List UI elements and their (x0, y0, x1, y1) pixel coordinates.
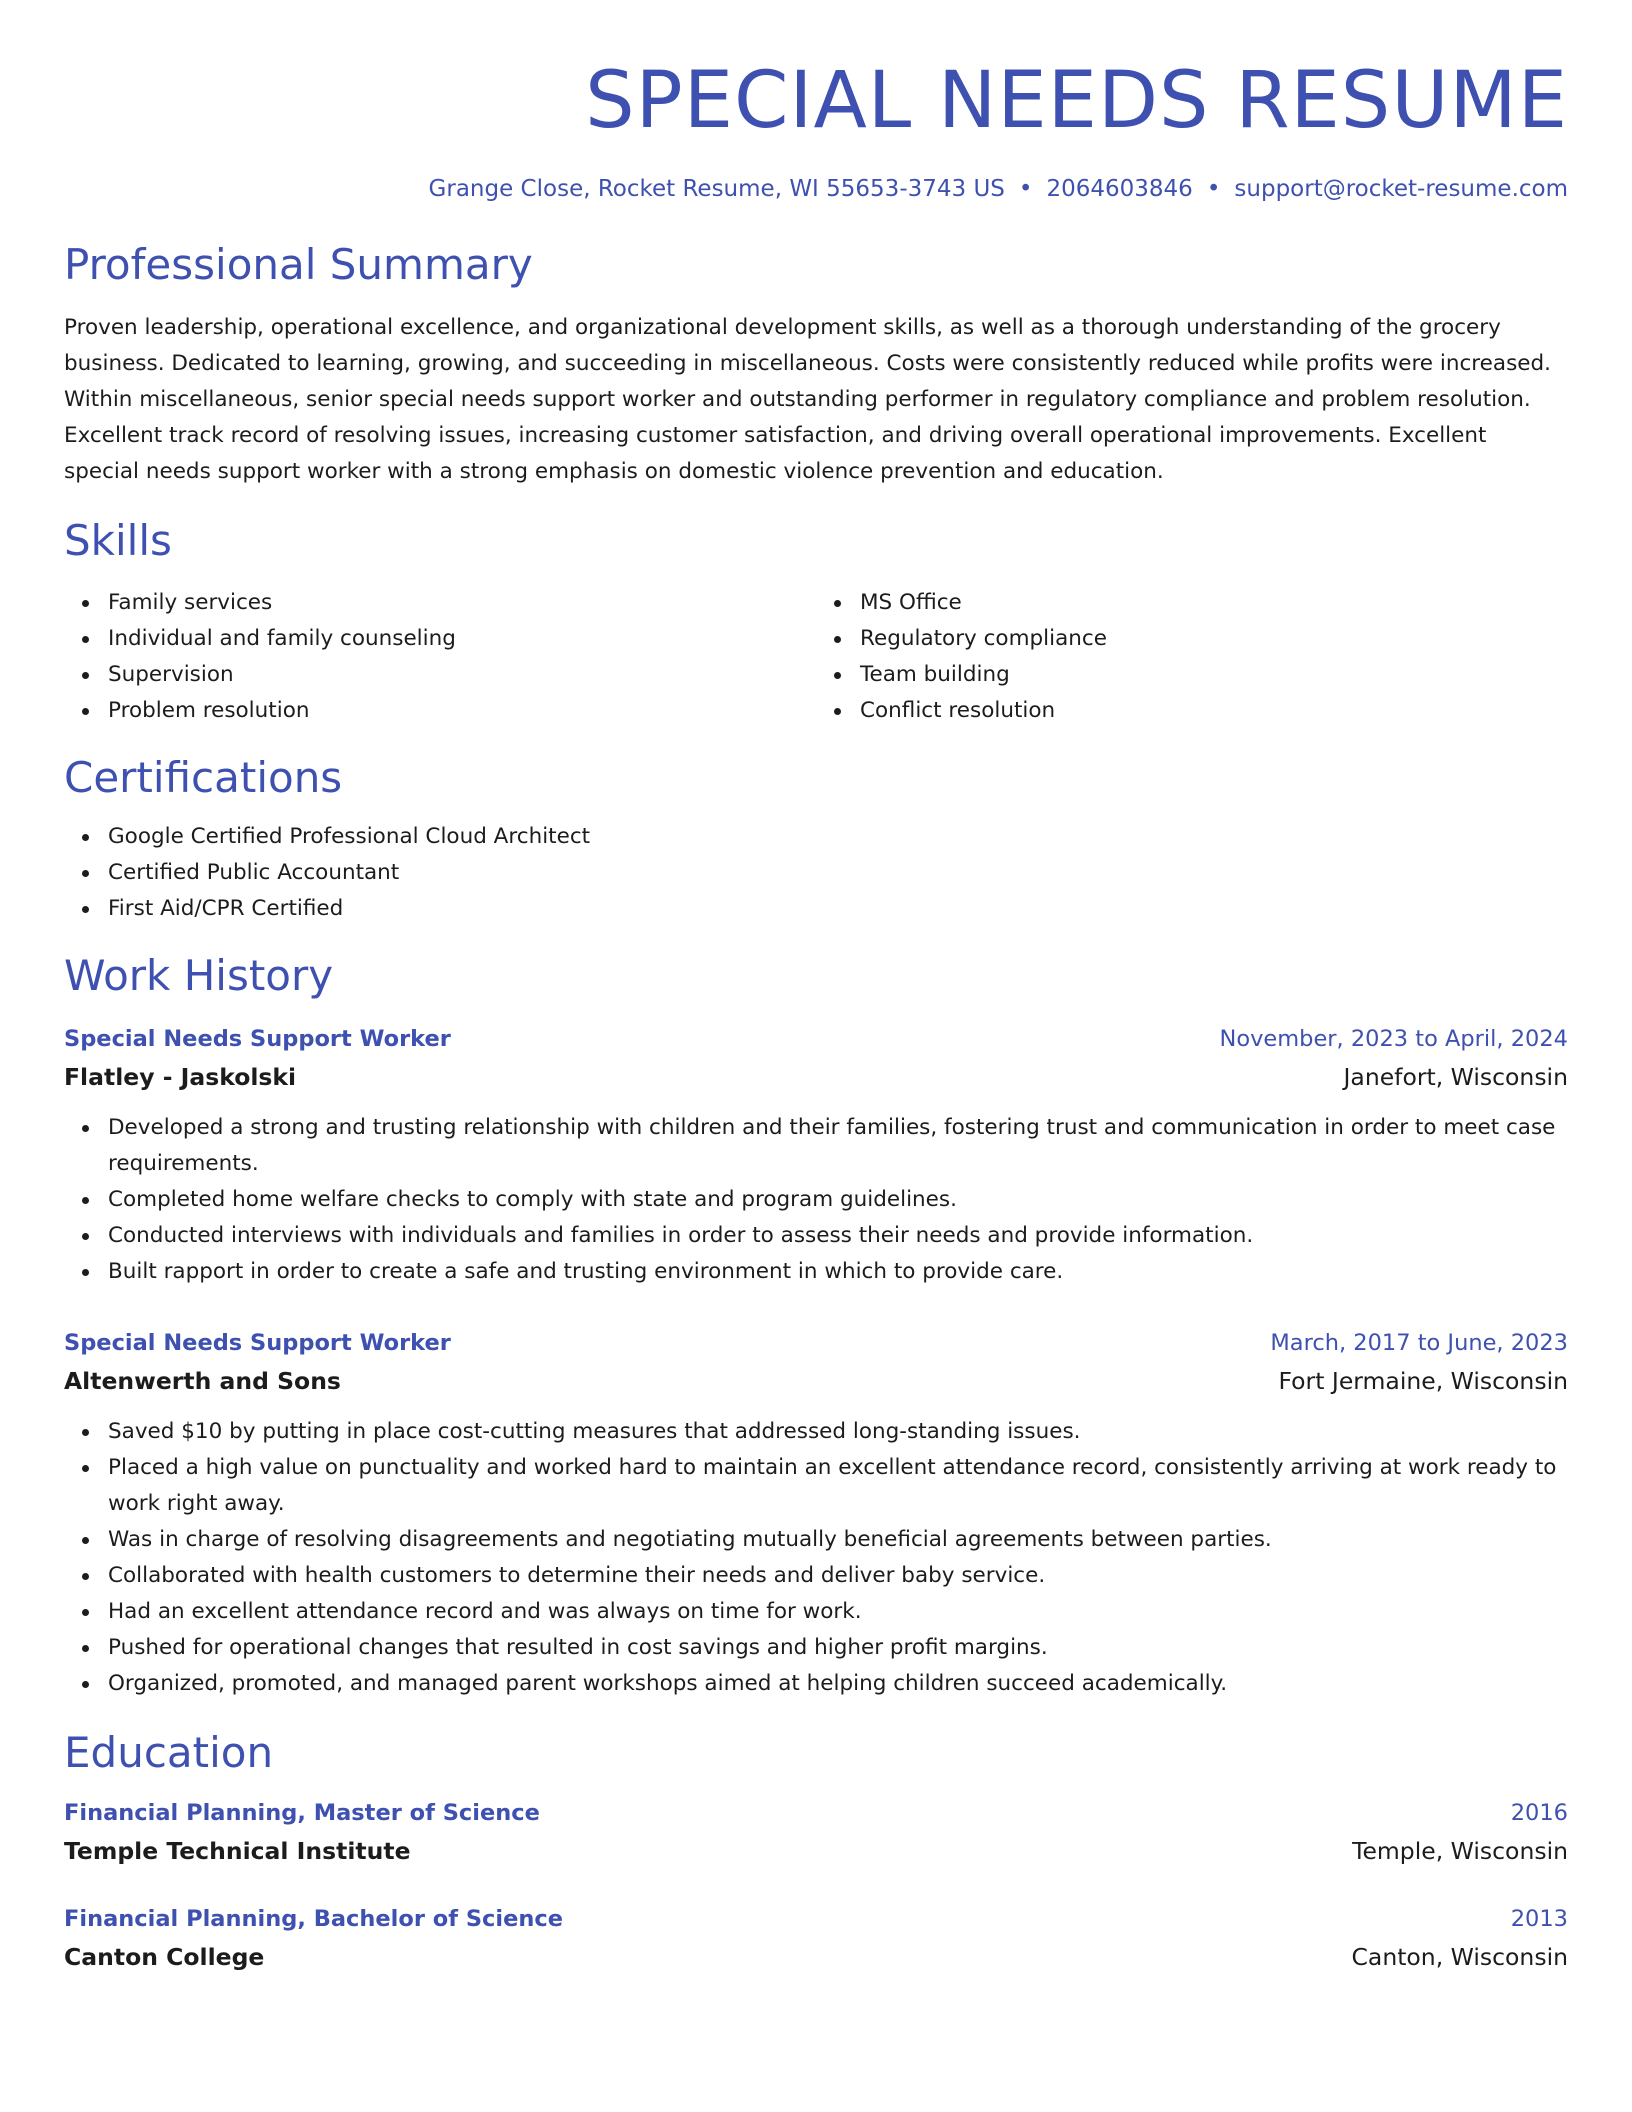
contact-separator: • (1206, 176, 1221, 202)
summary-heading: Professional Summary (64, 240, 533, 289)
education-year: 2016 (1510, 1799, 1568, 1826)
education-entry (64, 1900, 1568, 1976)
job-entry (64, 1020, 1568, 1290)
skill-item: Conflict resolution (860, 693, 1568, 729)
job-role: Special Needs Support Worker (64, 1329, 451, 1356)
contact-address: Grange Close, Rocket Resume, WI 55653-3743 US (428, 176, 1005, 202)
skill-item: Team building (860, 657, 1568, 693)
skills-list-left (64, 585, 816, 729)
certifications-heading: Certifications (64, 752, 343, 802)
education-heading: Education (64, 1727, 274, 1777)
education-school: Canton College (64, 1942, 265, 1971)
skill-item: Family services (108, 585, 816, 621)
job-bullet: Pushed for operational changes that resulted in cost savings and higher profit margins. (108, 1630, 1568, 1666)
job-bullet: Placed a high value on punctuality and worked hard to maintain an excellent attendance record, consistently arriving at work ready to work right away. (108, 1450, 1568, 1522)
skill-item: Individual and family counseling (108, 621, 816, 657)
job-bullet: Was in charge of resolving disagreements and negotiating mutually beneficial agreements between parties. (108, 1522, 1568, 1558)
job-bullet: Built rapport in order to create a safe and trusting environment in which to provide care. (108, 1254, 1568, 1290)
job-bullet: Collaborated with health customers to determine their needs and deliver baby service. (108, 1558, 1568, 1594)
certifications-list (64, 819, 1568, 927)
education-school-row (64, 1832, 1568, 1870)
skills-heading: Skills (64, 516, 172, 566)
resume-name: SPECIAL NEEDS RESUME (585, 56, 1568, 146)
job-employer-row (64, 1058, 1568, 1096)
education-school: Temple Technical Institute (64, 1836, 411, 1865)
education-location: Canton, Wisconsin (1351, 1942, 1568, 1971)
job-employer: Altenwerth and Sons (64, 1366, 341, 1395)
contact-phone: 2064603846 (1046, 176, 1193, 202)
job-employer-row (64, 1362, 1568, 1400)
work-history-heading: Work History (64, 951, 334, 1001)
skills-list-right (816, 585, 1568, 729)
skill-item: Regulatory compliance (860, 621, 1568, 657)
education-degree-row (64, 1794, 1568, 1832)
education-school-row (64, 1938, 1568, 1976)
job-dates: March, 2017 to June, 2023 (1270, 1329, 1568, 1356)
skills-columns (64, 585, 1568, 729)
certification-item: First Aid/CPR Certified (108, 891, 1568, 927)
job-entry (64, 1324, 1568, 1702)
certification-item: Google Certified Professional Cloud Architect (108, 819, 1568, 855)
job-location: Janefort, Wisconsin (1343, 1062, 1568, 1091)
job-bullet: Conducted interviews with individuals and families in order to assess their needs and provide information. (108, 1218, 1568, 1254)
job-bullet: Had an excellent attendance record and was always on time for work. (108, 1594, 1568, 1630)
job-dates: November, 2023 to April, 2024 (1219, 1025, 1568, 1052)
job-bullets (64, 1110, 1568, 1290)
education-location: Temple, Wisconsin (1352, 1836, 1568, 1865)
job-location: Fort Jermaine, Wisconsin (1278, 1366, 1568, 1395)
skill-item: Problem resolution (108, 693, 816, 729)
education-year: 2013 (1510, 1905, 1568, 1932)
job-bullets (64, 1414, 1568, 1702)
job-bullet: Developed a strong and trusting relationship with children and their families, fostering trust and communication in order to meet case requirements. (108, 1110, 1568, 1182)
job-bullet: Saved $10 by putting in place cost-cutting measures that addressed long-standing issues. (108, 1414, 1568, 1450)
summary-text: Proven leadership, operational excellence, and organizational development skills, as well as a thorough understanding of the grocery business. Dedicated to learning, growing, and succeeding in miscellaneous. Costs were consistently reduced while profits were increased. Within miscellaneous, senior special needs support worker and outstanding performer in regulatory compliance and problem resolution. Excellent track record of resolving issues, increasing customer satisfaction, and driving overall operational improvements. Excellent special needs support worker with a strong emphasis on domestic violence prevention and education. (64, 315, 1551, 485)
education-entry (64, 1794, 1568, 1870)
skill-item: MS Office (860, 585, 1568, 621)
contact-separator: • (1018, 176, 1033, 202)
skill-item: Supervision (108, 657, 816, 693)
job-title-row (64, 1020, 1568, 1058)
resume-header (64, 56, 1568, 202)
job-employer: Flatley - Jaskolski (64, 1062, 297, 1091)
job-title-row (64, 1324, 1568, 1362)
education-degree: Financial Planning, Master of Science (64, 1799, 540, 1826)
job-bullet: Organized, promoted, and managed parent workshops aimed at helping children succeed academically. (108, 1666, 1568, 1702)
education-degree-row (64, 1900, 1568, 1938)
contact-line (64, 176, 1568, 202)
job-bullet: Completed home welfare checks to comply with state and program guidelines. (108, 1182, 1568, 1218)
education-degree: Financial Planning, Bachelor of Science (64, 1905, 563, 1932)
contact-email[interactable]: support@rocket-resume.com (1234, 176, 1568, 202)
job-role: Special Needs Support Worker (64, 1025, 451, 1052)
certification-item: Certified Public Accountant (108, 855, 1568, 891)
